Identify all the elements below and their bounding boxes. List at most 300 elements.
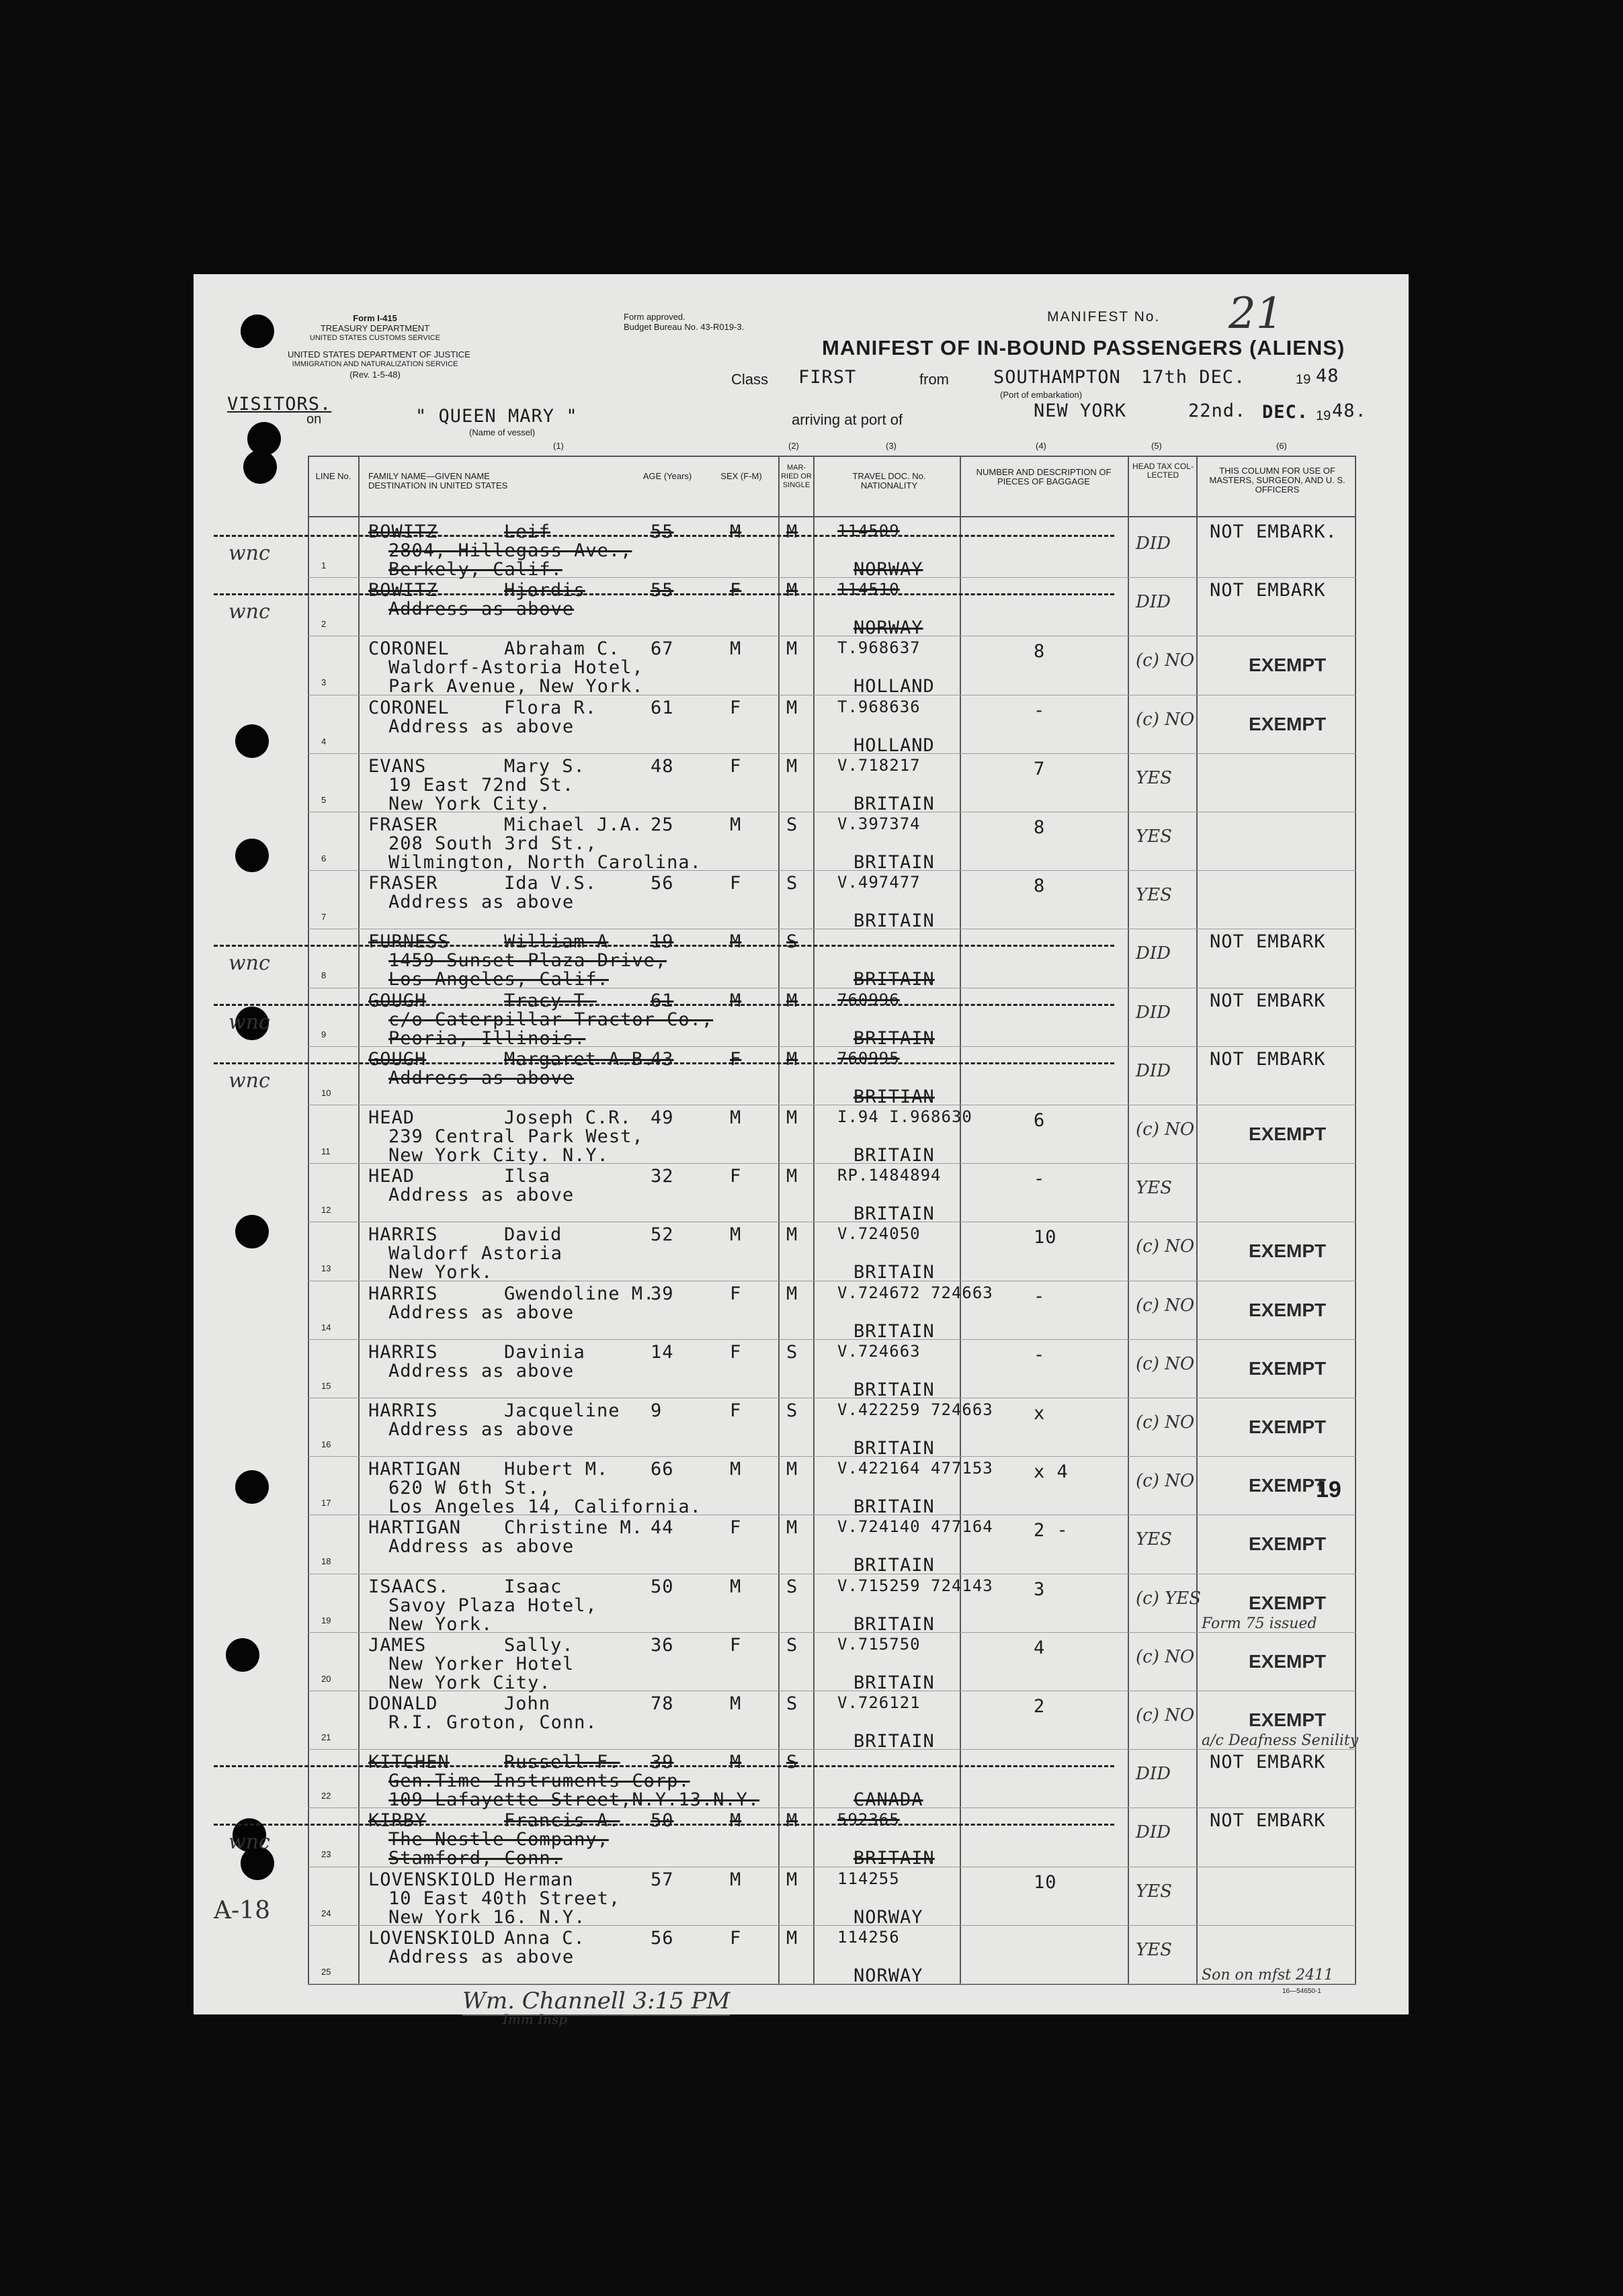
passenger-given-name: Ilsa [504,1166,551,1187]
marital-status: M [786,755,798,777]
remark-not-embark: NOT EMBARK [1210,931,1326,953]
passenger-given-name: Flora R. [504,697,597,718]
passenger-sex: M [730,931,742,953]
destination-address-line1: 620 W 6th St., [388,1478,551,1499]
passenger-surname: GOUGH [368,990,427,1011]
header-married: MAR-RIED OR SINGLE [781,464,812,489]
travel-doc-number: RP.1484894 [837,1166,942,1185]
vessel-note: (Name of vessel) [469,427,536,437]
destination-address-line1: The Nestle Company, [388,1829,609,1851]
baggage-count: 10 [1034,1227,1057,1248]
line-number: 6 [321,853,327,863]
header-name: FAMILY NAME—GIVEN NAME DESTINATION IN UNITED STATES [368,471,508,491]
passenger-given-name: John [504,1693,551,1714]
nationality: BRITAIN [854,1027,935,1049]
exempt-stamp: EXEMPT [1249,713,1327,734]
marital-status: M [786,1166,798,1187]
passenger-surname: EVANS [368,755,427,777]
line-number: 20 [321,1673,331,1684]
line-number: 23 [321,1849,331,1860]
col-number-5: (5) [1151,441,1162,451]
destination-address-line1: Address as above [388,1302,575,1323]
nationality: NORWAY [854,618,923,639]
side-stamp-number: 19 [1316,1477,1341,1502]
passenger-surname: JAMES [368,1634,427,1656]
passenger-sex: M [730,1459,742,1480]
margin-mark: wnc [228,1068,270,1093]
passenger-sex: M [730,990,742,1011]
passenger-sex: F [730,1517,742,1539]
line-number: 14 [321,1322,331,1332]
col-number-3: (3) [886,441,897,451]
passenger-sex: F [730,1166,742,1187]
marital-status: M [786,1927,798,1949]
inspector-signature: Wm. Channell 3:15 PM [462,1988,731,2014]
passenger-sex: M [730,1693,742,1714]
marital-status: S [786,1400,798,1421]
line-number: 4 [321,736,327,747]
head-tax-collected: (c) NO [1136,1119,1195,1140]
line-number: 17 [321,1498,331,1508]
nationality: BRITAIN [854,910,935,932]
baggage-count: 2 - [1034,1520,1069,1541]
baggage-count: x [1034,1403,1046,1424]
head-tax-collected: (c) NO [1136,1412,1195,1433]
head-tax-collected: (c) NO [1136,1471,1195,1492]
line-number: 11 [321,1146,331,1156]
nationality: BRITAIN [854,1262,935,1283]
head-tax-collected: DID [1136,1764,1171,1785]
strike-through-line [214,593,1114,595]
header-travel-doc: TRAVEL DOC. No. NATIONALITY [852,471,926,491]
baggage-count: 8 [1034,876,1046,897]
destination-address-line2: New York City. [388,793,551,814]
passenger-age: 14 [651,1341,674,1363]
travel-doc-number: 760996 [837,990,900,1009]
class-label: Class [731,371,769,388]
nationality: BRITAIN [854,1731,935,1752]
passenger-surname: HARRIS [368,1283,438,1304]
nationality: BRITAIN [854,852,935,873]
destination-address-line1: New Yorker Hotel [388,1653,575,1674]
passenger-surname: HARRIS [368,1400,438,1421]
line-number: 2 [321,619,327,630]
destination-address-line2: New York City. N.Y. [388,1145,609,1166]
passenger-surname: CORONEL [368,697,450,718]
punch-hole [241,314,274,348]
marital-status: M [786,697,798,718]
exempt-stamp: EXEMPT [1249,1357,1327,1379]
passenger-surname: HARTIGAN [368,1517,462,1539]
marital-status: S [786,1693,798,1714]
passenger-given-name: Isaac [504,1576,563,1597]
destination-address-line1: R.I. Groton, Conn. [388,1712,597,1733]
travel-doc-number: V.724663 [837,1341,921,1361]
passenger-given-name: Mary S. [504,755,585,777]
passenger-age: 48 [651,755,674,777]
exempt-stamp: EXEMPT [1249,1709,1327,1730]
remark-not-embark: NOT EMBARK [1210,1048,1326,1070]
passenger-sex: M [730,1869,742,1890]
travel-doc-number: V.724050 [837,1224,921,1244]
punch-hole [235,839,269,872]
destination-address-line2: New York. [388,1613,493,1635]
passenger-sex: M [730,521,742,542]
nationality: BRITAIN [854,969,935,990]
baggage-count: 7 [1034,758,1046,779]
travel-doc-number: V.422164 477153 [837,1459,993,1478]
travel-doc-number: V.715259 724143 [837,1576,993,1595]
nationality: BRITAIN [854,1848,935,1869]
passenger-age: 67 [651,638,674,660]
nationality: CANADA [854,1789,923,1811]
treasury-label: TREASURY DEPARTMENT [320,323,430,333]
head-tax-collected: YES [1136,1939,1172,1960]
head-tax-collected: (c) NO [1136,1353,1195,1374]
travel-doc-number: 114509 [837,521,900,540]
passenger-age: 55 [651,580,674,601]
passenger-surname: HARTIGAN [368,1459,462,1480]
on-label: on [306,412,322,427]
head-tax-collected: DID [1136,592,1171,613]
passenger-given-name: Tracy T. [504,990,597,1011]
travel-doc-number: V.726121 [837,1693,921,1712]
destination-address-line1: Address as above [388,599,575,620]
nationality: HOLLAND [854,676,935,697]
passenger-age: 43 [651,1048,674,1070]
exempt-stamp: EXEMPT [1249,1123,1327,1144]
nationality: BRITAIN [854,1555,935,1576]
marital-status: S [786,931,798,953]
travel-doc-number: V.724672 724663 [837,1283,993,1302]
line-number: 25 [321,1966,331,1977]
line-number: 24 [321,1908,331,1918]
header-line-no: LINE No. [315,471,351,481]
destination-address-line1: 2804, Hillegass Ave., [388,540,632,561]
passenger-given-name: Gwendoline M. [504,1283,655,1304]
nationality: BRITAIN [854,1613,935,1635]
destination-address-line1: 19 East 72nd St. [388,774,575,796]
marital-status: M [786,1869,798,1890]
head-tax-collected: YES [1136,1178,1172,1199]
line-number: 16 [321,1439,331,1449]
handwritten-note: Form 75 issued [1202,1615,1317,1632]
line-number: 19 [321,1615,331,1625]
nationality: BRITIAN [854,1086,935,1107]
remark-not-embark: NOT EMBARK [1210,580,1326,601]
head-tax-collected: (c) NO [1136,1646,1195,1667]
passenger-given-name: Margaret A.B. [504,1048,655,1070]
nationality: HOLLAND [854,734,935,756]
form-approved: Form approved. [624,312,685,322]
passenger-age: 36 [651,1634,674,1656]
margin-mark: wnc [228,542,270,565]
passenger-age: 50 [651,1576,674,1597]
line-number: 18 [321,1556,331,1567]
remark-not-embark: NOT EMBARK [1210,1752,1326,1773]
year-prefix: 19 [1296,372,1311,387]
ins-label: IMMIGRATION AND NATURALIZATION SERVICE [292,360,458,368]
marital-status: S [786,1634,798,1656]
line-number: 22 [321,1791,331,1801]
passenger-surname: LOVENSKIOLD [368,1927,496,1949]
passenger-age: 61 [651,697,674,718]
passenger-age: 19 [651,931,674,953]
travel-doc-number: T.968637 [837,638,921,658]
head-tax-collected: YES [1136,826,1172,847]
baggage-count: - [1034,1168,1046,1190]
passenger-sex: M [730,1107,742,1128]
travel-doc-number: 114256 [837,1927,900,1947]
head-tax-collected: YES [1136,885,1172,906]
punch-hole [235,724,269,758]
arrival-year: 48. [1332,400,1367,421]
head-tax-collected: YES [1136,1881,1172,1902]
passenger-age: 50 [651,1810,674,1832]
passenger-age: 39 [651,1752,674,1773]
baggage-count: - [1034,1344,1046,1365]
destination-address-line1: Address as above [388,1067,575,1089]
marital-status: M [786,521,798,542]
travel-doc-number: I.94 I.968630 [837,1107,972,1126]
line-number: 7 [321,912,327,923]
destination-address-line1: 1459 Sunset Plaza Drive, [388,950,667,972]
destination-address-line1: Waldorf Astoria [388,1243,563,1265]
passenger-sex: M [730,1752,742,1773]
destination-address-line1: 239 Central Park West, [388,1126,644,1147]
depart-date: 17th DEC. [1141,367,1246,388]
marital-status: M [786,1048,798,1070]
marital-status: S [786,873,798,894]
head-tax-collected: DID [1136,943,1171,964]
marital-status: S [786,1341,798,1363]
nationality: BRITAIN [854,1379,935,1400]
passenger-age: 55 [651,521,674,542]
passenger-age: 66 [651,1459,674,1480]
passenger-given-name: William A [504,931,609,953]
destination-address-line2: Los Angeles, Calif. [388,969,609,990]
strike-through-line [214,1824,1114,1826]
marital-status: S [786,1576,798,1597]
passenger-surname: KITCHEN [368,1752,450,1773]
passenger-age: 39 [651,1283,674,1304]
punch-hole [243,450,277,484]
punch-hole [235,1470,269,1504]
travel-doc-number: T.968636 [837,697,921,716]
baggage-count: 3 [1034,1578,1046,1600]
travel-doc-number: 114510 [837,580,900,599]
marital-status: M [786,1517,798,1539]
passenger-sex: F [730,755,742,777]
passenger-sex: F [730,580,742,601]
destination-address-line2: New York City. [388,1672,551,1693]
travel-doc-number: 114255 [837,1869,900,1888]
destination-address-line2: Stamford, Conn. [388,1848,563,1869]
exempt-stamp: EXEMPT [1249,1533,1327,1555]
line-number: 5 [321,794,327,805]
arrival-day: 22nd. [1188,400,1247,421]
header-remarks: THIS COLUMN FOR USE OF MASTERS, SURGEON, AND U. S. OFFICERS [1209,466,1345,495]
passenger-surname: KIRBY [368,1810,427,1832]
passenger-surname: BOWITZ [368,521,438,542]
exempt-stamp: EXEMPT [1249,1592,1327,1613]
passenger-age: 9 [651,1400,663,1421]
strike-through-line [214,1062,1114,1064]
destination-address-line1: Address as above [388,1536,575,1558]
header-head-tax: HEAD TAX COL-LECTED [1132,462,1194,480]
punch-hole [226,1638,259,1672]
destination-address-line2: Berkely, Calif. [388,559,563,580]
nationality: BRITAIN [854,1145,935,1166]
baggage-count: - [1034,699,1046,721]
exempt-stamp: EXEMPT [1249,654,1327,676]
nationality: NORWAY [854,1965,923,1986]
passenger-sex: F [730,697,742,718]
arrival-port: NEW YORK [1034,400,1127,421]
passenger-surname: DONALD [368,1693,438,1714]
passenger-surname: GOUGH [368,1048,427,1070]
nationality: NORWAY [854,559,923,580]
exempt-stamp: EXEMPT [1249,1299,1327,1320]
passenger-surname: HARRIS [368,1224,438,1246]
manifest-no-handwritten: 21 [1229,289,1284,339]
line-number: 10 [321,1087,331,1098]
manifest-title: MANIFEST OF IN-BOUND PASSENGERS (ALIENS) [822,336,1345,359]
line-number: 21 [321,1732,331,1742]
passenger-given-name: Herman [504,1869,574,1890]
head-tax-collected: YES [1136,767,1172,788]
nationality: BRITAIN [854,1438,935,1459]
remark-not-embark: NOT EMBARK [1210,990,1326,1011]
destination-address-line1: Address as above [388,1185,575,1206]
head-tax-collected: YES [1136,1529,1172,1550]
passenger-age: 52 [651,1224,674,1246]
baggage-count: x 4 [1034,1461,1069,1483]
head-tax-collected: (c) NO [1136,1236,1195,1257]
exempt-stamp: EXEMPT [1249,1416,1327,1437]
passenger-given-name: Sally. [504,1634,574,1656]
marital-status: M [786,1459,798,1480]
destination-address-line1: 208 South 3rd St., [388,833,597,854]
passenger-given-name: Anna C. [504,1927,585,1949]
marital-status: M [786,1283,798,1304]
nationality: BRITAIN [854,793,935,814]
exempt-stamp: EXEMPT [1249,1650,1327,1672]
head-tax-collected: (c) YES [1136,1588,1202,1609]
destination-address-line2: Peoria, Illinois. [388,1027,586,1049]
remark-not-embark: NOT EMBARK. [1210,521,1337,542]
remark-not-embark: NOT EMBARK [1210,1810,1326,1832]
nationality: BRITAIN [854,1672,935,1693]
destination-address-line1: Address as above [388,1419,575,1440]
passenger-age: 56 [651,1927,674,1949]
destination-address-line1: Gen.Time Instruments Corp. [388,1771,690,1792]
nationality: BRITAIN [854,1496,935,1518]
travel-doc-number: V.497477 [837,873,921,892]
marital-status: S [786,814,798,835]
destination-address-line1: Address as above [388,1946,575,1967]
passenger-given-name: Abraham C. [504,638,620,660]
destination-address-line1: c/o Caterpillar Tractor Co., [388,1009,714,1030]
destination-address-line2: New York 16. N.Y. [388,1906,586,1928]
head-tax-collected: (c) NO [1136,650,1195,671]
form-number: Form I-415 [353,313,397,323]
from-value: SOUTHAMPTON [993,367,1121,388]
vessel-name: " QUEEN MARY " [415,406,578,427]
passenger-age: 57 [651,1869,674,1890]
passenger-given-name: Davinia [504,1341,585,1363]
baggage-count: 4 [1034,1637,1046,1658]
passenger-surname: CORONEL [368,638,450,660]
destination-address-line1: Savoy Plaza Hotel, [388,1595,597,1616]
passenger-age: 56 [651,873,674,894]
header-age: AGE (Years) [642,471,692,481]
line-number: 9 [321,1029,327,1039]
passenger-given-name: Ida V.S. [504,873,597,894]
header-sex: SEX (F-M) [720,471,762,481]
exempt-stamp: EXEMPT [1249,1475,1327,1496]
destination-address-line1: Address as above [388,892,575,913]
destination-address-line2: New York. [388,1262,493,1283]
passenger-surname: LOVENSKIOLD [368,1869,496,1890]
margin-mark: wnc [228,951,270,976]
head-tax-collected: (c) NO [1136,709,1195,730]
passenger-surname: HEAD [368,1107,415,1128]
travel-doc-number: V.724140 477164 [837,1517,993,1537]
destination-address-line1: Address as above [388,1360,575,1381]
destination-address-line1: Address as above [388,716,575,737]
passenger-sex: M [730,638,742,660]
strike-through-line [214,1004,1114,1006]
handwritten-note: Son on mfst 2411 [1202,1966,1334,1984]
head-tax-collected: (c) NO [1136,1295,1195,1316]
destination-address-line1: Waldorf-Astoria Hotel, [388,657,644,679]
passenger-surname: HEAD [368,1166,415,1187]
baggage-count: - [1034,1285,1046,1307]
header-baggage: NUMBER AND DESCRIPTION OF PIECES OF BAGGAGE [976,467,1112,486]
marital-status: M [786,638,798,660]
margin-mark: wnc [228,600,270,624]
margin-mark: wnc [228,1830,270,1855]
customs-label: UNITED STATES CUSTOMS SERVICE [309,334,441,342]
col-number-6: (6) [1276,441,1287,451]
col-number-2: (2) [788,441,799,451]
baggage-count: 8 [1034,817,1046,838]
col-number-4: (4) [1036,441,1046,451]
marital-status: M [786,990,798,1011]
line-number: 3 [321,677,327,688]
port-embark-note: (Port of embarkation) [1000,390,1083,400]
passenger-surname: FURNESS [368,931,450,953]
marital-status: M [786,1107,798,1128]
destination-address-line2: Wilmington, North Carolina. [388,852,702,873]
revision-label: (Rev. 1-5-48) [349,370,401,380]
handwritten-note: a/c Deafness Senility [1202,1732,1359,1749]
passenger-given-name: Jacqueline [504,1400,620,1421]
line-number: 15 [321,1380,331,1391]
passenger-sex: M [730,1224,742,1246]
head-tax-collected: DID [1136,1060,1171,1081]
passenger-given-name: Russell F. [504,1752,620,1773]
visitors-label: VISITORS. [227,394,332,415]
passenger-given-name: Michael J.A. [504,814,644,835]
manifest-no-label: MANIFEST No. [1047,309,1161,325]
travel-doc-number: V.397374 [837,814,921,833]
passenger-given-name: Francis A. [504,1810,620,1832]
inspector-title: Imm Insp [503,2011,568,2027]
passenger-age: 49 [651,1107,674,1128]
passenger-given-name: Hubert M. [504,1459,609,1480]
